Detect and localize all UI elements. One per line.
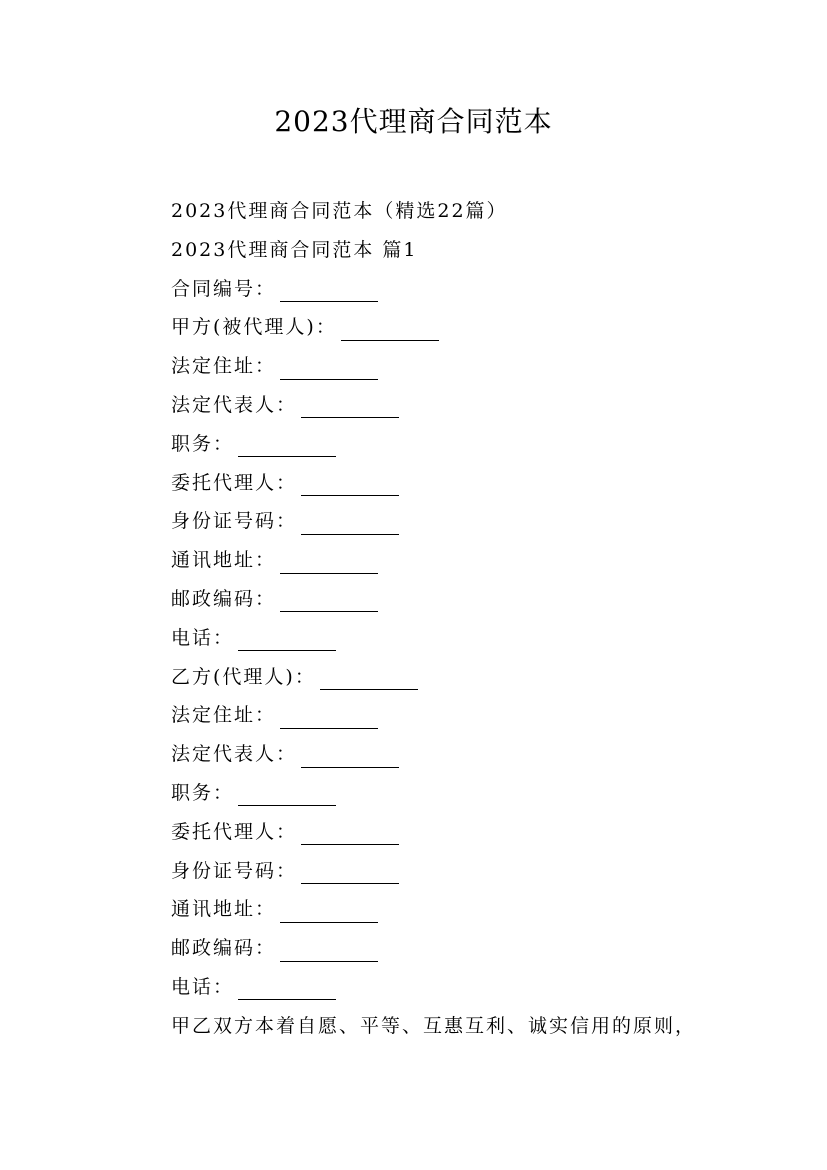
field-label: 通讯地址：	[171, 549, 277, 572]
fill-in-blank	[280, 937, 378, 962]
fill-in-blank	[301, 820, 399, 845]
field-label: 身份证号码：	[171, 859, 298, 882]
form-field-line	[171, 619, 771, 658]
field-label: 合同编号：	[171, 277, 277, 300]
field-label: 法定代表人：	[171, 743, 298, 766]
paragraph-text: 2023代理商合同范本 篇1	[171, 238, 418, 261]
form-field-line	[171, 270, 771, 309]
fill-in-blank	[320, 665, 418, 690]
field-label: 身份证号码：	[171, 510, 298, 533]
fill-in-blank	[301, 471, 399, 496]
text-line	[171, 192, 771, 231]
form-field-line	[171, 735, 771, 774]
form-field-line	[171, 386, 771, 425]
page-title: 2023代理商合同范本	[274, 105, 553, 138]
field-label: 法定住址：	[171, 704, 277, 727]
paragraph-text: 甲乙双方本着自愿、平等、互惠互利、诚实信用的原则，	[171, 1014, 697, 1037]
field-label: 电话：	[171, 626, 235, 649]
document-body	[171, 192, 771, 1046]
fill-in-blank	[301, 859, 399, 884]
field-label: 邮政编码：	[171, 937, 277, 960]
fill-in-blank	[280, 277, 378, 302]
field-label: 法定代表人：	[171, 393, 298, 416]
form-field-line	[171, 968, 771, 1007]
form-field-line	[171, 541, 771, 580]
paragraph-text: 2023代理商合同范本（精选22篇）	[171, 200, 508, 222]
form-field-line	[171, 890, 771, 929]
fill-in-blank	[280, 704, 378, 729]
fill-in-blank	[238, 626, 336, 651]
form-field-line	[171, 464, 771, 503]
fill-in-blank	[301, 743, 399, 768]
field-label: 甲方(被代理人)：	[171, 316, 337, 339]
fill-in-blank	[280, 549, 378, 574]
field-label: 乙方(代理人)：	[171, 665, 316, 688]
fill-in-blank	[238, 432, 336, 457]
field-label: 通讯地址：	[171, 898, 277, 921]
form-field-line	[171, 580, 771, 619]
field-label: 法定住址：	[171, 355, 277, 378]
fill-in-blank	[280, 355, 378, 380]
form-field-line	[171, 774, 771, 813]
form-field-line	[171, 308, 771, 347]
field-label: 委托代理人：	[171, 471, 298, 494]
text-line	[171, 231, 771, 270]
form-field-line	[171, 347, 771, 386]
field-label: 电话：	[171, 975, 235, 998]
field-label: 委托代理人：	[171, 820, 298, 843]
fill-in-blank	[280, 587, 378, 612]
form-field-line	[171, 502, 771, 541]
form-field-line	[171, 852, 771, 891]
form-field-line	[171, 929, 771, 968]
form-field-line	[171, 696, 771, 735]
field-label: 职务：	[171, 432, 235, 455]
field-label: 邮政编码：	[171, 587, 277, 610]
field-label: 职务：	[171, 781, 235, 804]
fill-in-blank	[301, 510, 399, 535]
fill-in-blank	[341, 316, 439, 341]
fill-in-blank	[301, 393, 399, 418]
fill-in-blank	[238, 975, 336, 1000]
fill-in-blank	[280, 898, 378, 923]
text-line	[171, 1007, 771, 1046]
fill-in-blank	[238, 781, 336, 806]
form-field-line	[171, 425, 771, 464]
form-field-line	[171, 813, 771, 852]
form-field-line	[171, 658, 771, 697]
